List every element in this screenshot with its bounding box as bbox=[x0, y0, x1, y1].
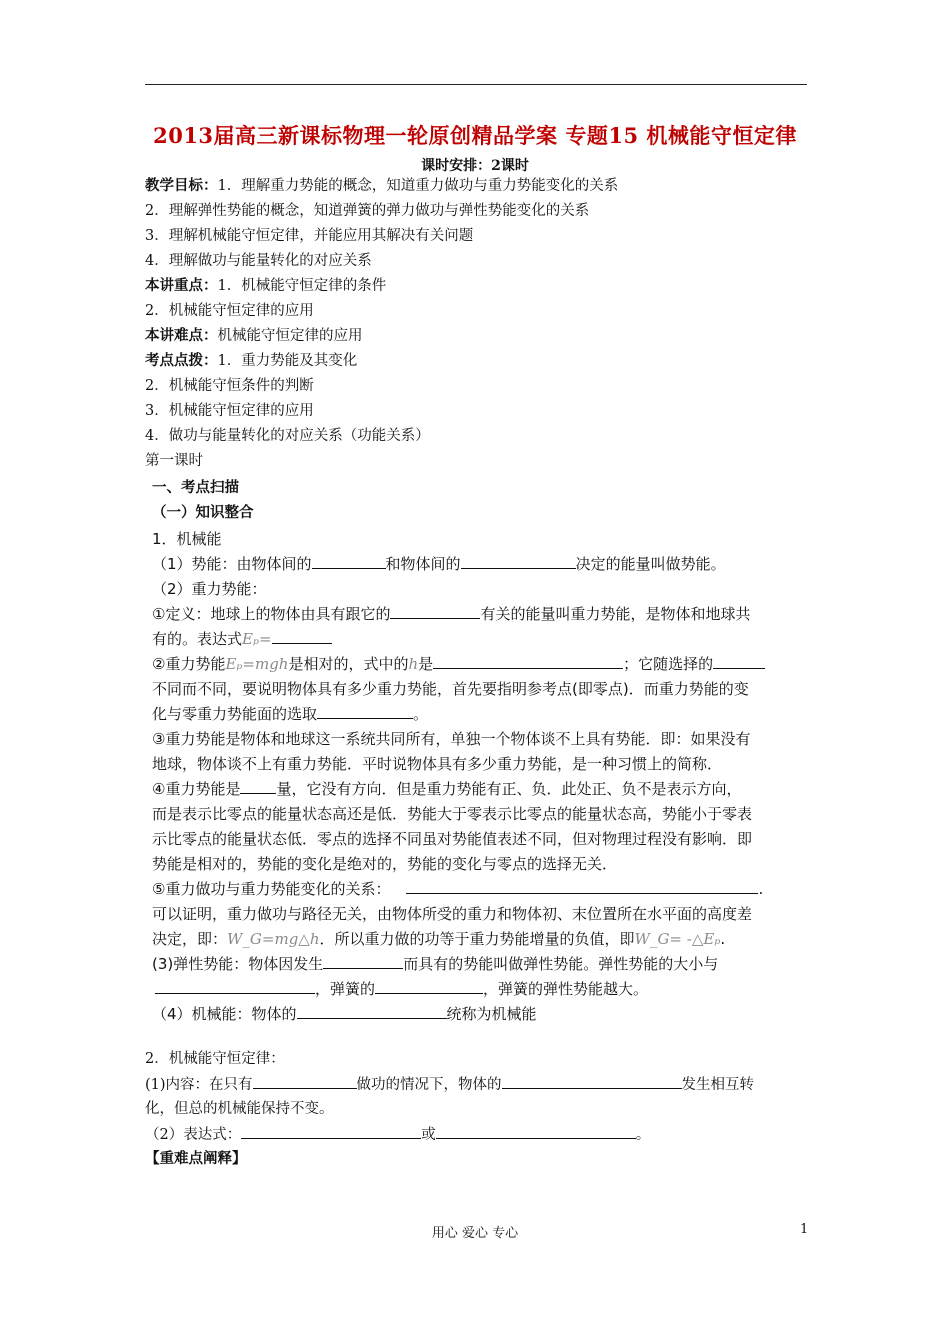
text-segment: （1）势能：由物体间的 bbox=[152, 555, 312, 573]
text-segment: 而具有的势能叫做弹性势能。弹性势能的大小与 bbox=[403, 955, 719, 973]
fill-blank bbox=[312, 554, 386, 569]
text-segment: 做功的情况下，物体的 bbox=[356, 1077, 502, 1093]
objective-1: 1．理解重力势能的概念，知道重力做功与重力势能变化的关系 bbox=[217, 178, 619, 194]
page-title: 2013届高三新课标物理一轮原创精品学案 专题15 机械能守恒定律 bbox=[153, 123, 797, 148]
text-segment: 化与零重力势能面的选取 bbox=[152, 705, 318, 723]
fill-blank bbox=[433, 654, 623, 669]
text-segment: 有关的能量叫重力势能，是物体和地球共 bbox=[480, 605, 751, 623]
k1-line-1 bbox=[152, 554, 726, 574]
formula-ep-mgh: Eₚ=mgh bbox=[225, 655, 289, 673]
fill-blank bbox=[323, 954, 403, 969]
k1-line-5 bbox=[152, 654, 765, 674]
k2-title: 2．机械能守恒定律： bbox=[145, 1051, 285, 1067]
objective-3: 3．理解机械能守恒定律，并能应用其解决有关问题 bbox=[145, 228, 474, 244]
k1-line-8: ③重力势能是物体和地球这一系统共同所有，单独一个物体谈不上具有势能．即：如果没有 bbox=[152, 730, 751, 748]
text-segment: (1)内容：在只有 bbox=[145, 1077, 253, 1093]
k1-line-4 bbox=[152, 629, 332, 649]
objective-2: 2．理解弹性势能的概念，知道弹簧的弹力做功与弹性势能变化的关系 bbox=[145, 203, 590, 219]
focus-line-1 bbox=[145, 276, 386, 296]
k1-line-17 bbox=[152, 954, 718, 974]
point-4: 4．做功与能量转化的对应关系（功能关系） bbox=[145, 428, 430, 444]
text-segment: ；它随选择的 bbox=[623, 655, 714, 673]
fill-blank bbox=[713, 654, 765, 669]
k1-line-10 bbox=[152, 779, 741, 799]
fill-blank bbox=[502, 1074, 682, 1089]
text-segment: 是 bbox=[418, 655, 434, 673]
text-segment: 。 bbox=[635, 1127, 651, 1143]
text-segment: ②重力势能 bbox=[152, 655, 226, 673]
k1-line-16 bbox=[152, 929, 725, 949]
formula-wg-delta-ep: W_G= -△Eₚ bbox=[634, 930, 721, 948]
explain-heading: 【重难点阐释】 bbox=[145, 1150, 247, 1167]
fill-blank bbox=[241, 1124, 421, 1139]
k1-line-18 bbox=[155, 979, 648, 999]
text-segment: ，弹簧的弹性势能越大。 bbox=[483, 980, 649, 998]
text-segment: . bbox=[758, 880, 764, 898]
text-segment: （4）机械能：物体的 bbox=[152, 1005, 297, 1023]
k1-line-11: 而是表示比零点的能量状态高还是低．势能大于零表示比零点的能量状态高，势能小于零表 bbox=[152, 805, 753, 823]
text-segment: 发生相互转 bbox=[681, 1077, 755, 1093]
fill-blank bbox=[406, 879, 758, 894]
fill-blank bbox=[155, 979, 315, 994]
objective-4: 4．理解做功与能量转化的对应关系 bbox=[145, 253, 372, 269]
fill-blank bbox=[272, 629, 332, 644]
text-segment: 。 bbox=[413, 705, 429, 723]
k1-line-15: 可以证明，重力做功与路径无关，由物体所受的重力和物体初、末位置所在水平面的高度差 bbox=[152, 905, 753, 923]
text-segment: ⑤重力做功与重力势能变化的关系： bbox=[152, 880, 391, 898]
k1-line-6: 不同而不同，要说明物体具有多少重力势能，首先要指明参考点(即零点)．而重力势能的变 bbox=[152, 680, 749, 698]
fill-blank bbox=[461, 554, 576, 569]
formula-wg: W_G=mg△h bbox=[227, 930, 320, 948]
focus-1: 1．机械能守恒定律的条件 bbox=[217, 278, 387, 294]
section-heading: 一、考点扫描 bbox=[152, 479, 239, 496]
point-2: 2．机械能守恒条件的判断 bbox=[145, 378, 314, 394]
text-segment: 量，它没有方向．但是重力势能有正、负．此处正、负不是表示方向， bbox=[276, 780, 742, 798]
text-segment: ①定义：地球上的物体由具有跟它的 bbox=[152, 605, 391, 623]
k1-line-3 bbox=[152, 604, 750, 624]
text-segment: ④重力势能是 bbox=[152, 780, 241, 798]
page-number: 1 bbox=[800, 1222, 809, 1237]
header-rule bbox=[145, 84, 807, 85]
lesson-label: 第一课时 bbox=[145, 453, 203, 469]
formula-ep: Eₚ= bbox=[242, 630, 272, 648]
k1-line-13: 势能是相对的，势能的变化是绝对的，势能的变化与零点的选择无关． bbox=[152, 855, 618, 873]
text-segment: 是相对的，式中的 bbox=[288, 655, 409, 673]
focus-label: 本讲重点： bbox=[145, 277, 218, 294]
fill-blank bbox=[297, 1004, 447, 1019]
formula-h: h bbox=[408, 655, 419, 673]
point-3: 3．机械能守恒定律的应用 bbox=[145, 403, 314, 419]
objectives-label: 教学目标： bbox=[145, 177, 218, 194]
footer-text: 用心 爱心 专心 bbox=[431, 1226, 519, 1241]
subsection-heading: （一）知识整合 bbox=[152, 504, 254, 521]
fill-blank bbox=[317, 704, 413, 719]
text-segment: 决定，即： bbox=[152, 930, 228, 948]
points-label: 考点点拨： bbox=[145, 352, 218, 369]
difficulty-line bbox=[145, 326, 363, 346]
points-line-1 bbox=[145, 351, 357, 371]
k2-line-1 bbox=[145, 1074, 754, 1095]
difficulty-1: 机械能守恒定律的应用 bbox=[217, 328, 363, 344]
objectives-line-1 bbox=[145, 176, 618, 196]
k1-line-9: 地球，物体谈不上有重力势能．平时说物体具有多少重力势能，是一种习惯上的简称． bbox=[152, 755, 723, 773]
text-segment: 统称为机械能 bbox=[446, 1005, 537, 1023]
text-segment: ，弹簧的 bbox=[315, 980, 376, 998]
focus-2: 2．机械能守恒定律的应用 bbox=[145, 303, 314, 319]
page-subtitle: 课时安排：2课时 bbox=[421, 158, 529, 174]
k1-line-2: （2）重力势能： bbox=[152, 580, 267, 598]
point-1: 1．重力势能及其变化 bbox=[217, 353, 358, 369]
k2-line-2: 化，但总的机械能保持不变。 bbox=[145, 1101, 334, 1117]
k1-line-7 bbox=[152, 704, 428, 724]
k1-title: 1．机械能 bbox=[152, 530, 222, 548]
text-segment: 有的。表达式 bbox=[152, 630, 243, 648]
k1-line-19 bbox=[152, 1004, 537, 1024]
text-segment: ．所以重力做的功等于重力势能增量的负值，即 bbox=[319, 930, 635, 948]
fill-blank bbox=[390, 604, 480, 619]
k1-line-14 bbox=[152, 879, 763, 899]
fill-blank bbox=[375, 979, 483, 994]
text-segment: （2）表达式： bbox=[145, 1127, 242, 1143]
k2-line-3 bbox=[145, 1124, 650, 1145]
text-segment: (3)弹性势能：物体因发生 bbox=[152, 955, 324, 973]
fill-blank bbox=[240, 779, 276, 794]
text-segment: 决定的能量叫做势能。 bbox=[575, 555, 726, 573]
text-segment: . bbox=[720, 930, 726, 948]
k1-line-12: 示比零点的能量状态低．零点的选择不同虽对势能值表述不同，但对物理过程没有影响．即 bbox=[152, 830, 753, 848]
difficulty-label: 本讲难点： bbox=[145, 327, 218, 344]
fill-blank bbox=[253, 1074, 357, 1089]
text-segment: 或 bbox=[421, 1127, 436, 1143]
fill-blank bbox=[436, 1124, 636, 1139]
text-segment: 和物体间的 bbox=[385, 555, 461, 573]
